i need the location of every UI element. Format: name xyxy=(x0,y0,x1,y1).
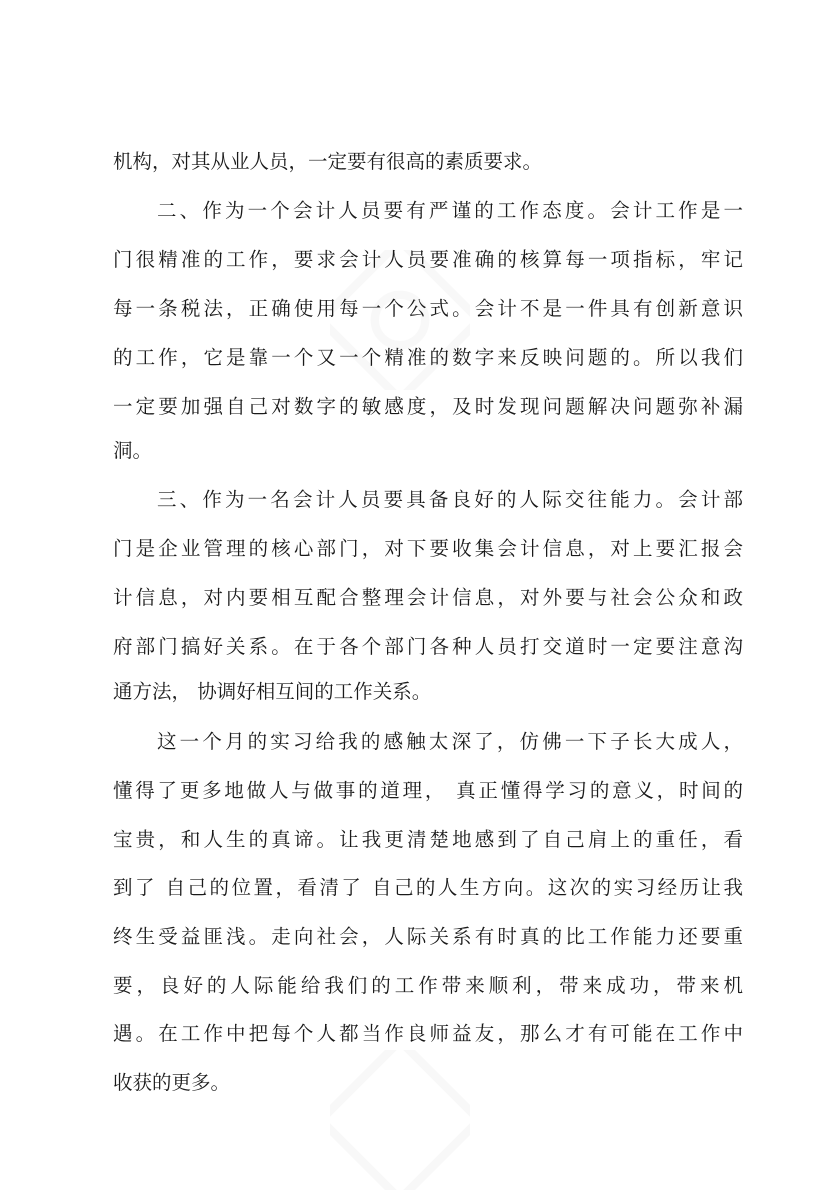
paragraph-line: 要，良好的人际能给我们的工作带来顺利，带来成功，带来机 xyxy=(113,974,743,997)
paragraph-line: 这一个月的实习给我的感触太深了，仿佛一下子长大成人， xyxy=(157,730,743,753)
paragraph-line: 通方法， 协调好相互间的工作关系。 xyxy=(113,680,432,703)
paragraph-line: 门很精准的工作，要求会计人员要准确的核算每一项指标，牢记 xyxy=(113,248,743,271)
paragraph-line: 遇。在工作中把每个人都当作良师益友，那么才有可能在工作中 xyxy=(113,1022,743,1045)
paragraph-line: 到了 自己的位置，看清了 自己的人生方向。这次的实习经历让我 xyxy=(113,876,743,899)
paragraph-line: 的工作，它是靠一个又一个精准的数字来反映问题的。所以我们 xyxy=(113,346,743,369)
paragraph-line: 收获的更多。 xyxy=(113,1071,231,1094)
paragraph-line: 二、作为一个会计人员要有严谨的工作态度。会计工作是一 xyxy=(157,199,743,222)
paragraph-line: 机构，对其从业人员，一定要有很高的素质要求。 xyxy=(113,150,543,173)
paragraph-line: 洞。 xyxy=(113,439,153,462)
paragraph-line: 一定要加强自己对数字的敏感度，及时发现问题解决问题弥补漏 xyxy=(113,395,743,418)
paragraph-line: 门是企业管理的核心部门，对下要收集会计信息，对上要汇报会 xyxy=(113,537,743,560)
watermark-icon xyxy=(330,1050,470,1190)
paragraph-line: 每一条税法，正确使用每一个公式。会计不是一件具有创新意识 xyxy=(113,297,743,320)
paragraph-line: 府部门搞好关系。在于各个部门各种人员打交道时一定要注意沟 xyxy=(113,635,743,658)
paragraph-line: 懂得了更多地做人与做事的道理， 真正懂得学习的意义，时间的 xyxy=(113,779,743,802)
paragraph-line: 宝贵，和人生的真谛。让我更清楚地感到了自己肩上的重任，看 xyxy=(113,828,743,851)
paragraph-line: 终生受益匪浅。走向社会，人际关系有时真的比工作能力还要重 xyxy=(113,925,743,948)
paragraph-line: 三、作为一名会计人员要具备良好的人际交往能力。会计部 xyxy=(157,488,743,511)
paragraph-line: 计信息，对内要相互配合整理会计信息，对外要与社会公众和政 xyxy=(113,586,743,609)
